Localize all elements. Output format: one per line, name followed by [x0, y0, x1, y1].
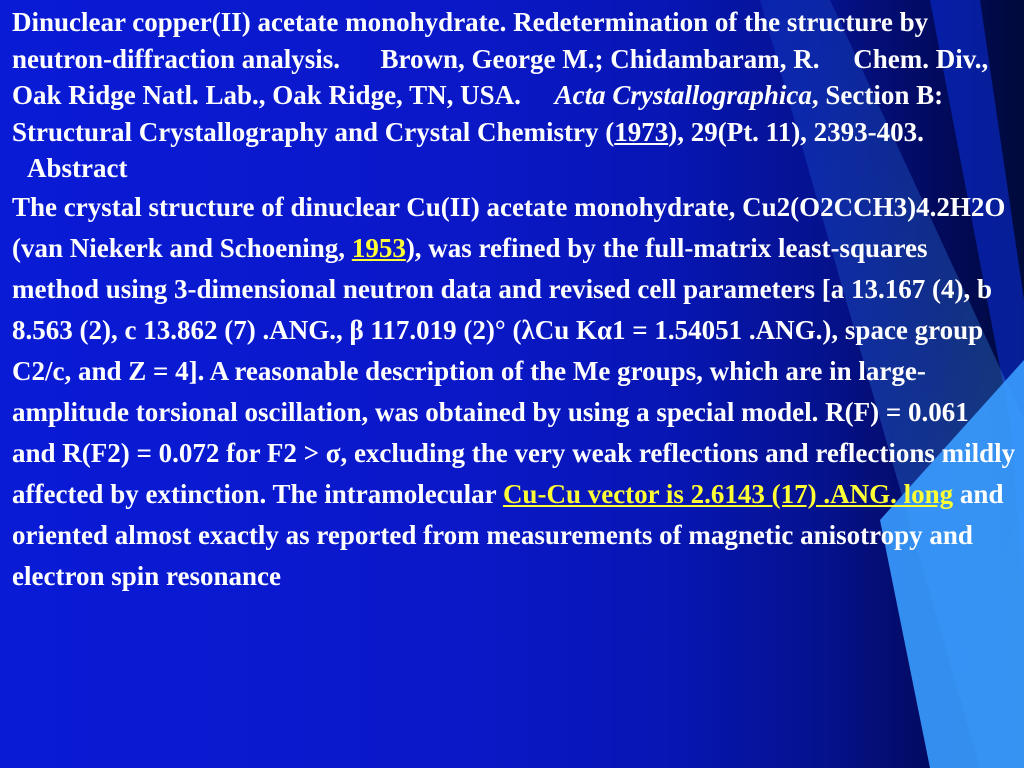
- citation-volume-pages: ), 29(Pt. 11), 2393-403.: [668, 116, 924, 147]
- citation-authors: Brown, George M.; Chidambaram, R.: [380, 43, 820, 74]
- citation-affiliation: Chem. Div., Oak Ridge Natl. Lab., Oak Ridge, TN, USA.: [12, 43, 989, 110]
- slide-content: [12, 4, 1016, 597]
- abstract-body: [12, 187, 1016, 597]
- abstract-year-link[interactable]: 1953: [351, 232, 406, 263]
- citation: [12, 4, 1016, 150]
- citation-year-link[interactable]: 1973: [614, 116, 669, 147]
- citation-title: Dinuclear copper(II) acetate monohydrate. Redetermination of the structure by neutron-diffraction analysis.: [12, 7, 929, 74]
- abstract-text-part1: The crystal structure of dinuclear Cu(II) acetate monohydrate, Cu2(O2CCH3)4.2H2O (van Niekerk and Schoening,: [12, 191, 1006, 263]
- abstract-heading: Abstract: [27, 153, 128, 183]
- citation-journal: Acta Crystallographica: [554, 80, 812, 110]
- abstract-text-part2: ), was refined by the full-matrix least-squares method using 3-dimensional neutron data and revised cell parameters [a 13.167 (4), b 8.563 (2), c 13.862 (7) .ANG., β 117.019 (2)° (λCu Kα1 = 1.54051 .ANG.), space group C2/c, and Z = 4]. A reasonable description of the Me groups, which are in large-amplitude torsional oscillation, was obtained by using a special model. R(F) = 0.061 and R(F2) = 0.072 for F2 > σ, excluding the very weak reflections and reflections mildly affected by extinction. The intramolecular: [12, 232, 1016, 509]
- abstract-highlight-link[interactable]: Cu-Cu vector is 2.6143 (17) .ANG. long: [502, 478, 954, 509]
- citation-journal-section: , Section B: Structural Crystallography and Crystal Chemistry (: [12, 80, 944, 147]
- abstract-text-part3: and oriented almost exactly as reported from measurements of magnetic anisotropy and electron spin resonance: [12, 478, 1004, 591]
